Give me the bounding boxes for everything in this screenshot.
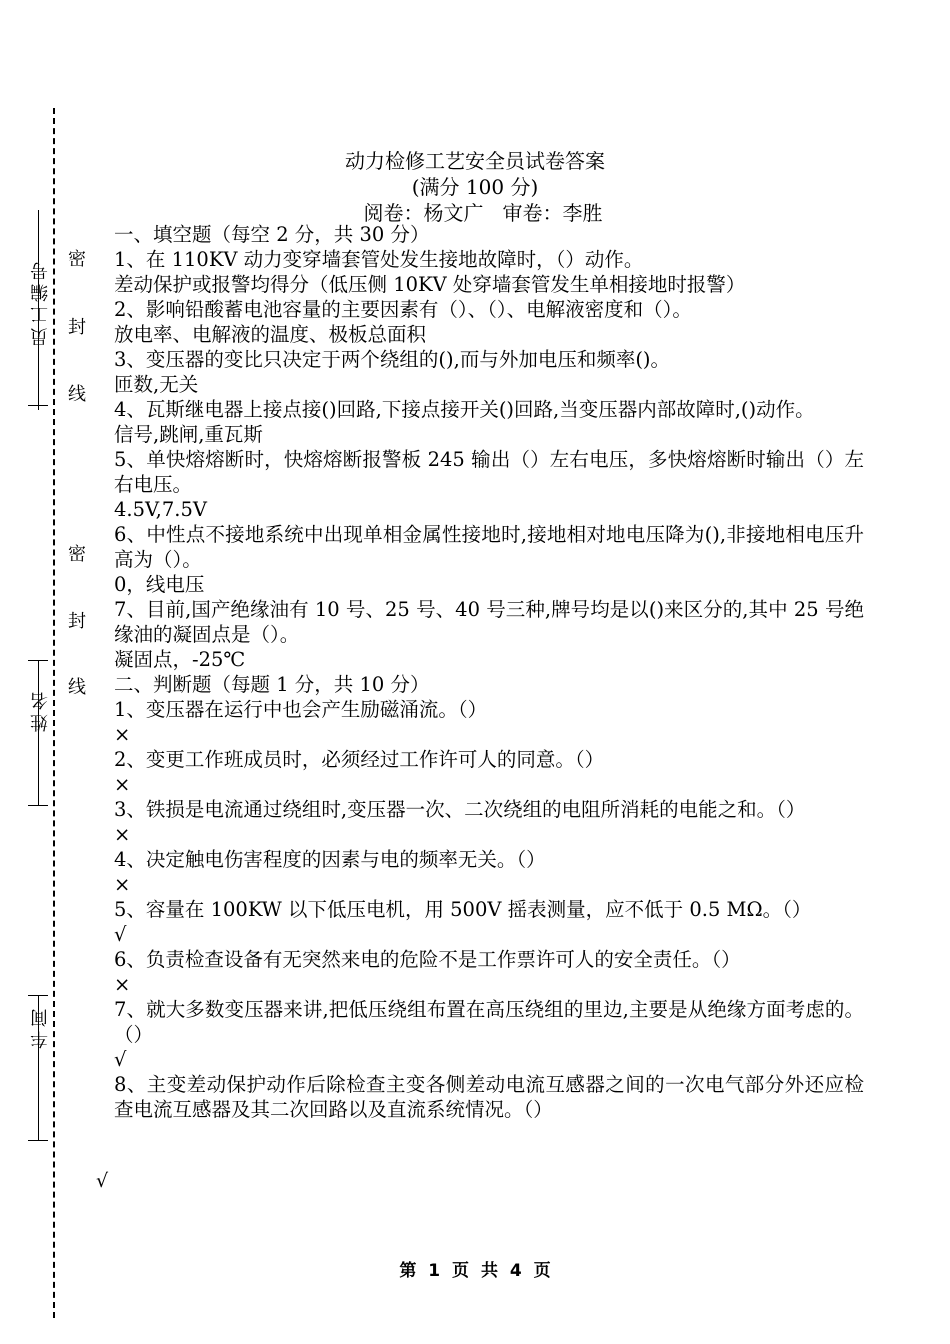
section-true-false: 二、判断题（每题 1 分，共 10 分） — [114, 673, 430, 696]
tf-question-5: 5、容量在 100KW 以下低压电机，用 500V 摇表测量，应不低于 0.5 MΩ。（） — [114, 898, 812, 921]
tf-answer-4: × — [114, 873, 131, 896]
question-3: 3、变压器的变比只决定于两个绕组的(),而与外加电压和频率()。 — [114, 348, 671, 371]
question-5: 5、单快熔熔断时，快熔熔断报警板 245 输出（）左右电压，多快熔熔断时输出（）左右电压。 — [114, 448, 864, 496]
section-fill-in: 一、填空题（每空 2 分，共 30 分） — [114, 223, 430, 246]
tf-question-3: 3、铁损是电流通过绕组时,变压器一次、二次绕组的电阻所消耗的电能之和。（） — [114, 798, 806, 821]
page-number: 第 1 页 共 4 页 — [399, 1261, 551, 1281]
question-2: 2、影响铅酸蓄电池容量的主要因素有（）、（）、电解液密度和（）。 — [114, 298, 692, 321]
name-line-start — [28, 660, 48, 661]
answer-5: 4.5V,7.5V — [114, 498, 207, 521]
answer-7: 凝固点，-25℃ — [114, 648, 246, 671]
seal-char-mi-2: 密 — [68, 544, 86, 565]
employee-id-label: 员工编号 — [30, 258, 51, 346]
tf-answer-7: √ — [114, 1048, 127, 1071]
answer-2: 放电率、电解液的温度、极板总面积 — [114, 323, 427, 346]
workshop-label: 车间 — [30, 1005, 51, 1049]
question-1: 1、在 110KV 动力变穿墙套管处发生接地故障时，（）动作。 — [114, 248, 644, 271]
tf-question-1: 1、变压器在运行中也会产生励磁涌流。（） — [114, 698, 488, 721]
tf-answer-2: × — [114, 773, 131, 796]
tf-question-2: 2、变更工作班成员时，必须经过工作许可人的同意。（） — [114, 748, 605, 771]
question-6: 6、中性点不接地系统中出现单相金属性接地时,接地相对地电压降为(),非接地相电压升高为（）。 — [114, 523, 864, 571]
seal-char-xian-2: 线 — [68, 677, 86, 698]
answer-1: 差动保护或报警均得分（低压侧 10KV 处穿墙套管发生单相接地时报警） — [114, 273, 746, 296]
question-7: 7、目前,国产绝缘油有 10 号、25 号、40 号三种,牌号均是以()来区分的,其中 25 号绝缘油的凝固点是（）。 — [114, 598, 864, 646]
tf-question-8: 8、主变差动保护动作后除检查主变各侧差动电流互感器之间的一次电气部分外还应检查电流互感器及其二次回路以及直流系统情况。（） — [114, 1073, 864, 1121]
workshop-line-start — [28, 995, 48, 996]
employee-id-line-end — [28, 405, 48, 406]
tf-answer-6: × — [114, 973, 131, 996]
tf-answer-5: √ — [114, 923, 127, 946]
full-score: (满分 100 分) — [411, 175, 539, 199]
answer-4: 信号,跳闸,重瓦斯 — [114, 423, 263, 446]
name-line — [38, 660, 39, 805]
tf-answer-1: × — [114, 723, 131, 746]
seal-char-xian: 线 — [68, 384, 86, 405]
workshop-line-end — [28, 1140, 48, 1141]
reviewers: 阅卷：杨文广 审卷：李胜 — [363, 201, 603, 225]
seal-char-mi: 密 — [68, 249, 86, 270]
tf-answer-8: √ — [96, 1170, 109, 1192]
seal-char-feng: 封 — [68, 317, 86, 338]
name-label: 姓名 — [30, 688, 51, 732]
answer-body — [114, 222, 864, 1122]
seal-char-feng-2: 封 — [68, 611, 86, 632]
question-4: 4、瓦斯继电器上接点接()回路,下接点接开关()回路,当变压器内部故障时,()动作。 — [114, 398, 815, 421]
tf-question-7: 7、就大多数变压器来讲,把低压绕组布置在高压绕组的里边,主要是从绝缘方面考虑的。（） — [114, 998, 864, 1046]
answer-3: 匝数,无关 — [114, 373, 199, 396]
tf-question-4: 4、决定触电伤害程度的因素与电的频率无关。（） — [114, 848, 546, 871]
answer-6: 0，线电压 — [114, 573, 205, 596]
exam-title: 动力检修工艺安全员试卷答案 — [345, 149, 605, 173]
tf-answer-3: × — [114, 823, 131, 846]
name-line-end — [28, 805, 48, 806]
tf-question-6: 6、负责检查设备有无突然来电的危险不是工作票许可人的安全责任。（） — [114, 948, 741, 971]
